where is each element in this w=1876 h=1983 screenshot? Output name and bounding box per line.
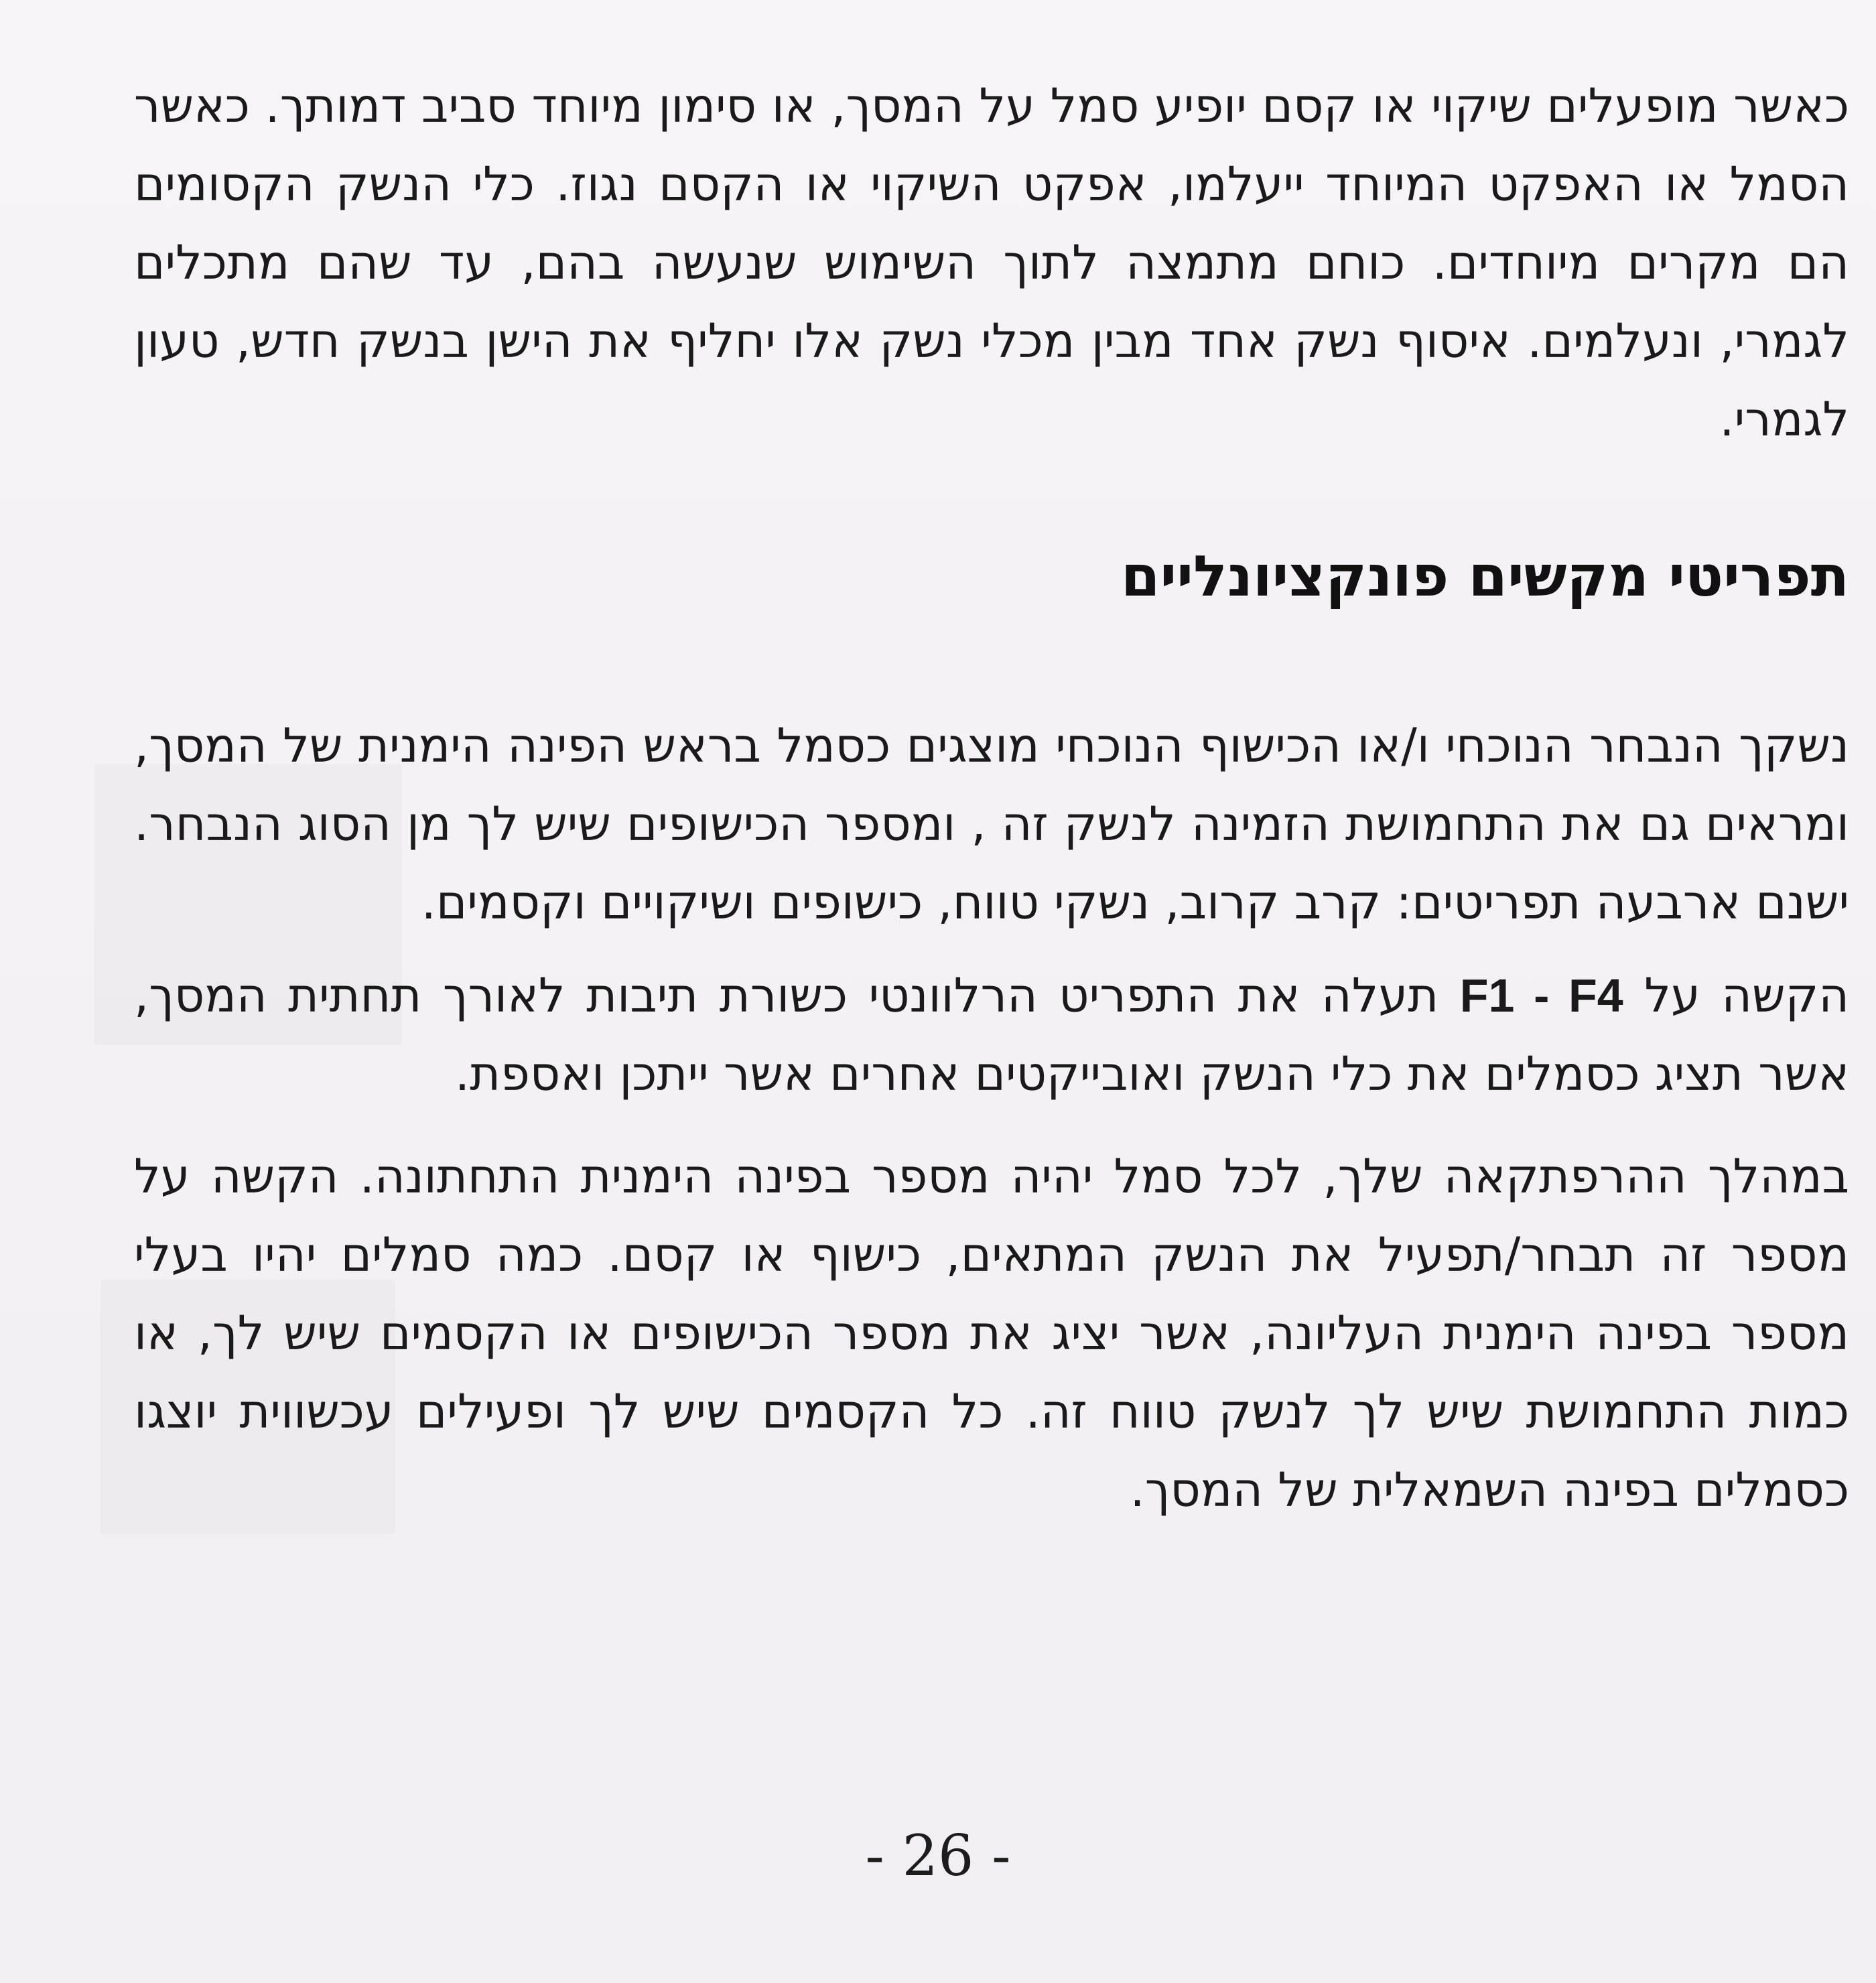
paragraph-text: תעלה את התפריט הרלוונטי כשורת תיבות לאורך תחתית המסך, אשר תציג כסמלים את כלי הנשק ואובייקטים אחרים אשר ייתכן ואספת. bbox=[134, 968, 1849, 1101]
section-heading: תפריטי מקשים פונקציונליים bbox=[1121, 543, 1849, 609]
body-paragraph: כאשר מופעלים שיקוי או קסם יופיע סמל על המסך, או סימון מיוחד סביב דמותך. כאשר הסמל או האפקט המיוחד ייעלמו, אפקט השיקוי או הקסם נגוז. כלי הנשק הקסומים הם מקרים מיוחדים. כוחם מתמצה לתוך השימוש שנעשה בהם, עד שהם מתכלים לגמרי, ונעלמים. איסוף נשק אחד מבין מכלי נשק אלו יחליף את הישן בנשק חדש, טעון לגמרי. bbox=[134, 78, 1849, 447]
body-paragraph bbox=[134, 957, 1849, 1113]
document-body bbox=[134, 67, 1849, 1529]
paragraph-text: הקשה על bbox=[1623, 968, 1850, 1023]
body-paragraph: במהלך ההרפתקאה שלך, לכל סמל יהיה מספר בפינה הימנית התחתונה. הקשה על מספר זה תבחר/תפעיל את הנשק המתאים, כישוף או קסם. כמה סמלים יהיו בעלי מספר בפינה הימנית העליונה, אשר יציג את מספר הכישופים או הקסמים שיש לך, או כמות התחמושת שיש לך לנשק טווח זה. כל הקסמים שיש לך ופעילים עכשווית יוצגו כסמלים בפינה השמאלית של המסך. bbox=[134, 1149, 1849, 1517]
body-paragraph: נשקך הנבחר הנוכחי ו/או הכישוף הנוכחי מוצגים כסמל בראש הפינה הימנית של המסך, ומראים גם את התחמושת הזמינה לנשק זה , ומספר הכישופים שיש לך מן הסוג הנבחר. ישנם ארבעה תפריטים: קרב קרוב, נשקי טווח, כישופים ושיקויים וקסמים. bbox=[134, 718, 1849, 930]
function-keys: F1 - F4 bbox=[1459, 969, 1623, 1022]
page-number: - 26 - bbox=[865, 1823, 1011, 1889]
